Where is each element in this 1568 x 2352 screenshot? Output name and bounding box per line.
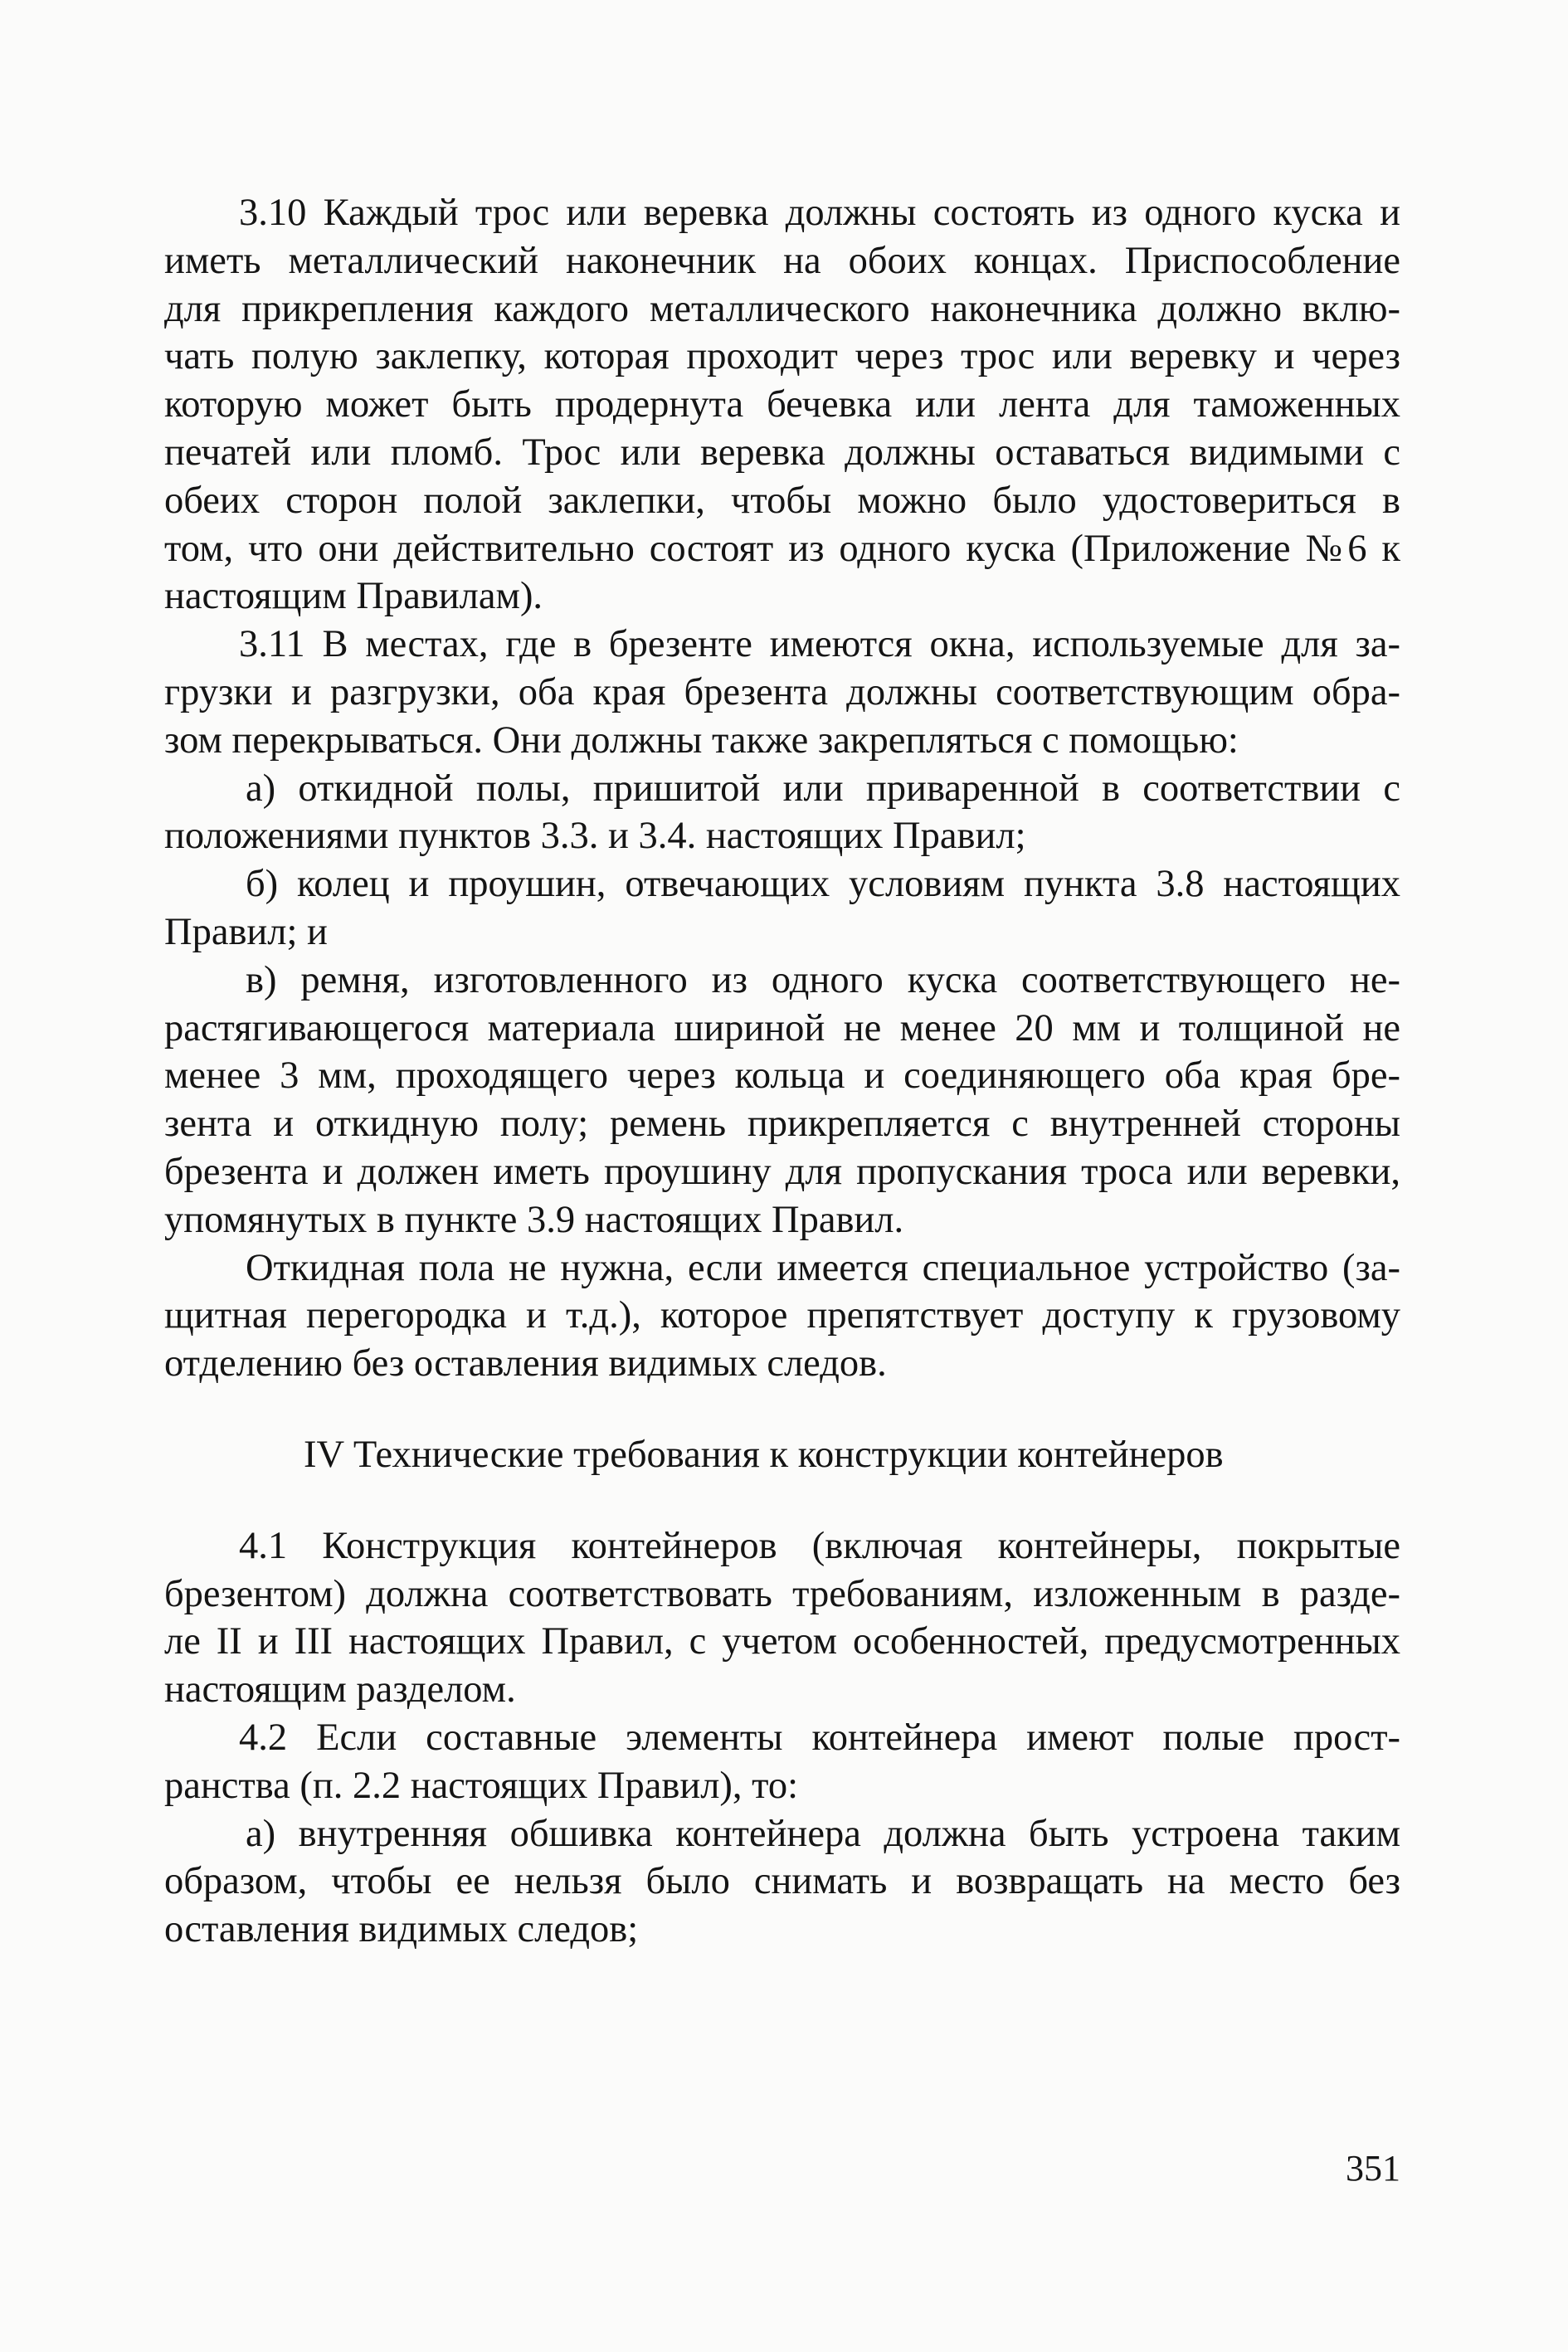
text-line: ранства (п. 2.2 настоящих Правил), то: (164, 1764, 799, 1807)
text-line: обеих сторон полой заклепки, чтобы можно было удостовериться в (164, 479, 1400, 522)
list-item-b (164, 860, 1400, 957)
page-body-text (164, 189, 1400, 1954)
text-line: чать полую заклепку, которая проходит через трос или веревку и через (164, 335, 1400, 378)
text-line: а) откидной полы, пришитой или приваренной в соответствии с (246, 767, 1400, 810)
text-line: грузки и разгрузки, оба края брезента должны соответствующим обра- (164, 670, 1400, 713)
text-line: брезента и должен иметь проушину для пропускания троса или веревки, (164, 1150, 1400, 1193)
text-line: ле II и III настоящих Правил, с учетом особенностей, предусмотренных (164, 1620, 1400, 1663)
text-line: менее 3 мм, проходящего через кольца и соединяющего оба края бре- (164, 1054, 1400, 1098)
page-number: 351 (1346, 2148, 1400, 2189)
section-heading: IV Технические требования к конструкции контейнеров (304, 1433, 1224, 1476)
paragraph-4-2 (164, 1714, 1400, 1810)
paragraph-4-1 (164, 1522, 1400, 1714)
text-line: 4.1 Конструкция контейнеров (включая контейнеры, покрытые (239, 1524, 1400, 1567)
text-line: иметь металлический наконечник на обоих концах. Приспособление (164, 239, 1400, 282)
text-line: 3.10 Каждый трос или веревка должны состоять из одного куска и (239, 192, 1400, 234)
text-line: в) ремня, изготовленного из одного куска соответствующего не- (246, 958, 1400, 1001)
text-line: щитная перегородка и т.д.), которое препятствует доступу к грузовому (164, 1294, 1400, 1337)
text-line: зента и откидную полу; ремень прикрепляется с внутренней стороны (164, 1103, 1400, 1146)
paragraph-flap-note (164, 1244, 1400, 1388)
text-line: настоящим разделом. (164, 1668, 516, 1712)
text-line: настоящим Правилам). (164, 575, 543, 618)
text-line: для прикрепления каждого металлического наконечника должно вклю- (164, 287, 1400, 330)
text-line: брезентом) должна соответствовать требованиям, изложенным в разде- (164, 1572, 1400, 1615)
list-item-a (164, 765, 1400, 861)
text-line: 4.2 Если составные элементы контейнера имеют полые прост- (239, 1716, 1400, 1759)
text-line: а) внутренняя обшивка контейнера должна быть устроена таким (246, 1812, 1400, 1855)
paragraph-3-10 (164, 189, 1400, 621)
text-line: образом, чтобы ее нельзя было снимать и возвращать на место без (164, 1860, 1400, 1903)
paragraph-3-11 (164, 621, 1400, 764)
text-line: растягивающегося материала шириной не менее 20 мм и толщиной не (164, 1006, 1400, 1049)
text-line: 3.11 В местах, где в брезенте имеются окна, используемые для за- (239, 623, 1400, 666)
text-line: том, что они действительно состоят из одного куска (Приложение №6 к (164, 527, 1400, 570)
section-spacer (164, 1479, 1400, 1522)
text-line: Правил; и (164, 910, 328, 953)
text-line: б) колец и проушин, отвечающих условиям пункта 3.8 настоящих (246, 863, 1400, 906)
text-line: зом перекрываться. Они должны также закрепляться с помощью: (164, 718, 1239, 762)
list-item-4-2-a (164, 1810, 1400, 1954)
text-line: которую может быть продернута бечевка или лента для таможенных (164, 383, 1400, 426)
text-line: отделению без оставления видимых следов. (164, 1342, 887, 1385)
text-line: печатей или пломб. Трос или веревка должны оставаться видимыми с (164, 431, 1400, 474)
section-spacer (164, 1388, 1400, 1431)
list-item-v (164, 957, 1400, 1244)
text-line: положениями пунктов 3.3. и 3.4. настоящих Правил; (164, 815, 1026, 858)
text-line: оставления видимых следов; (164, 1908, 639, 1951)
text-line: Откидная пола не нужна, если имеется специальное устройство (за- (246, 1246, 1400, 1289)
text-line: упомянутых в пункте 3.9 настоящих Правил. (164, 1198, 904, 1241)
